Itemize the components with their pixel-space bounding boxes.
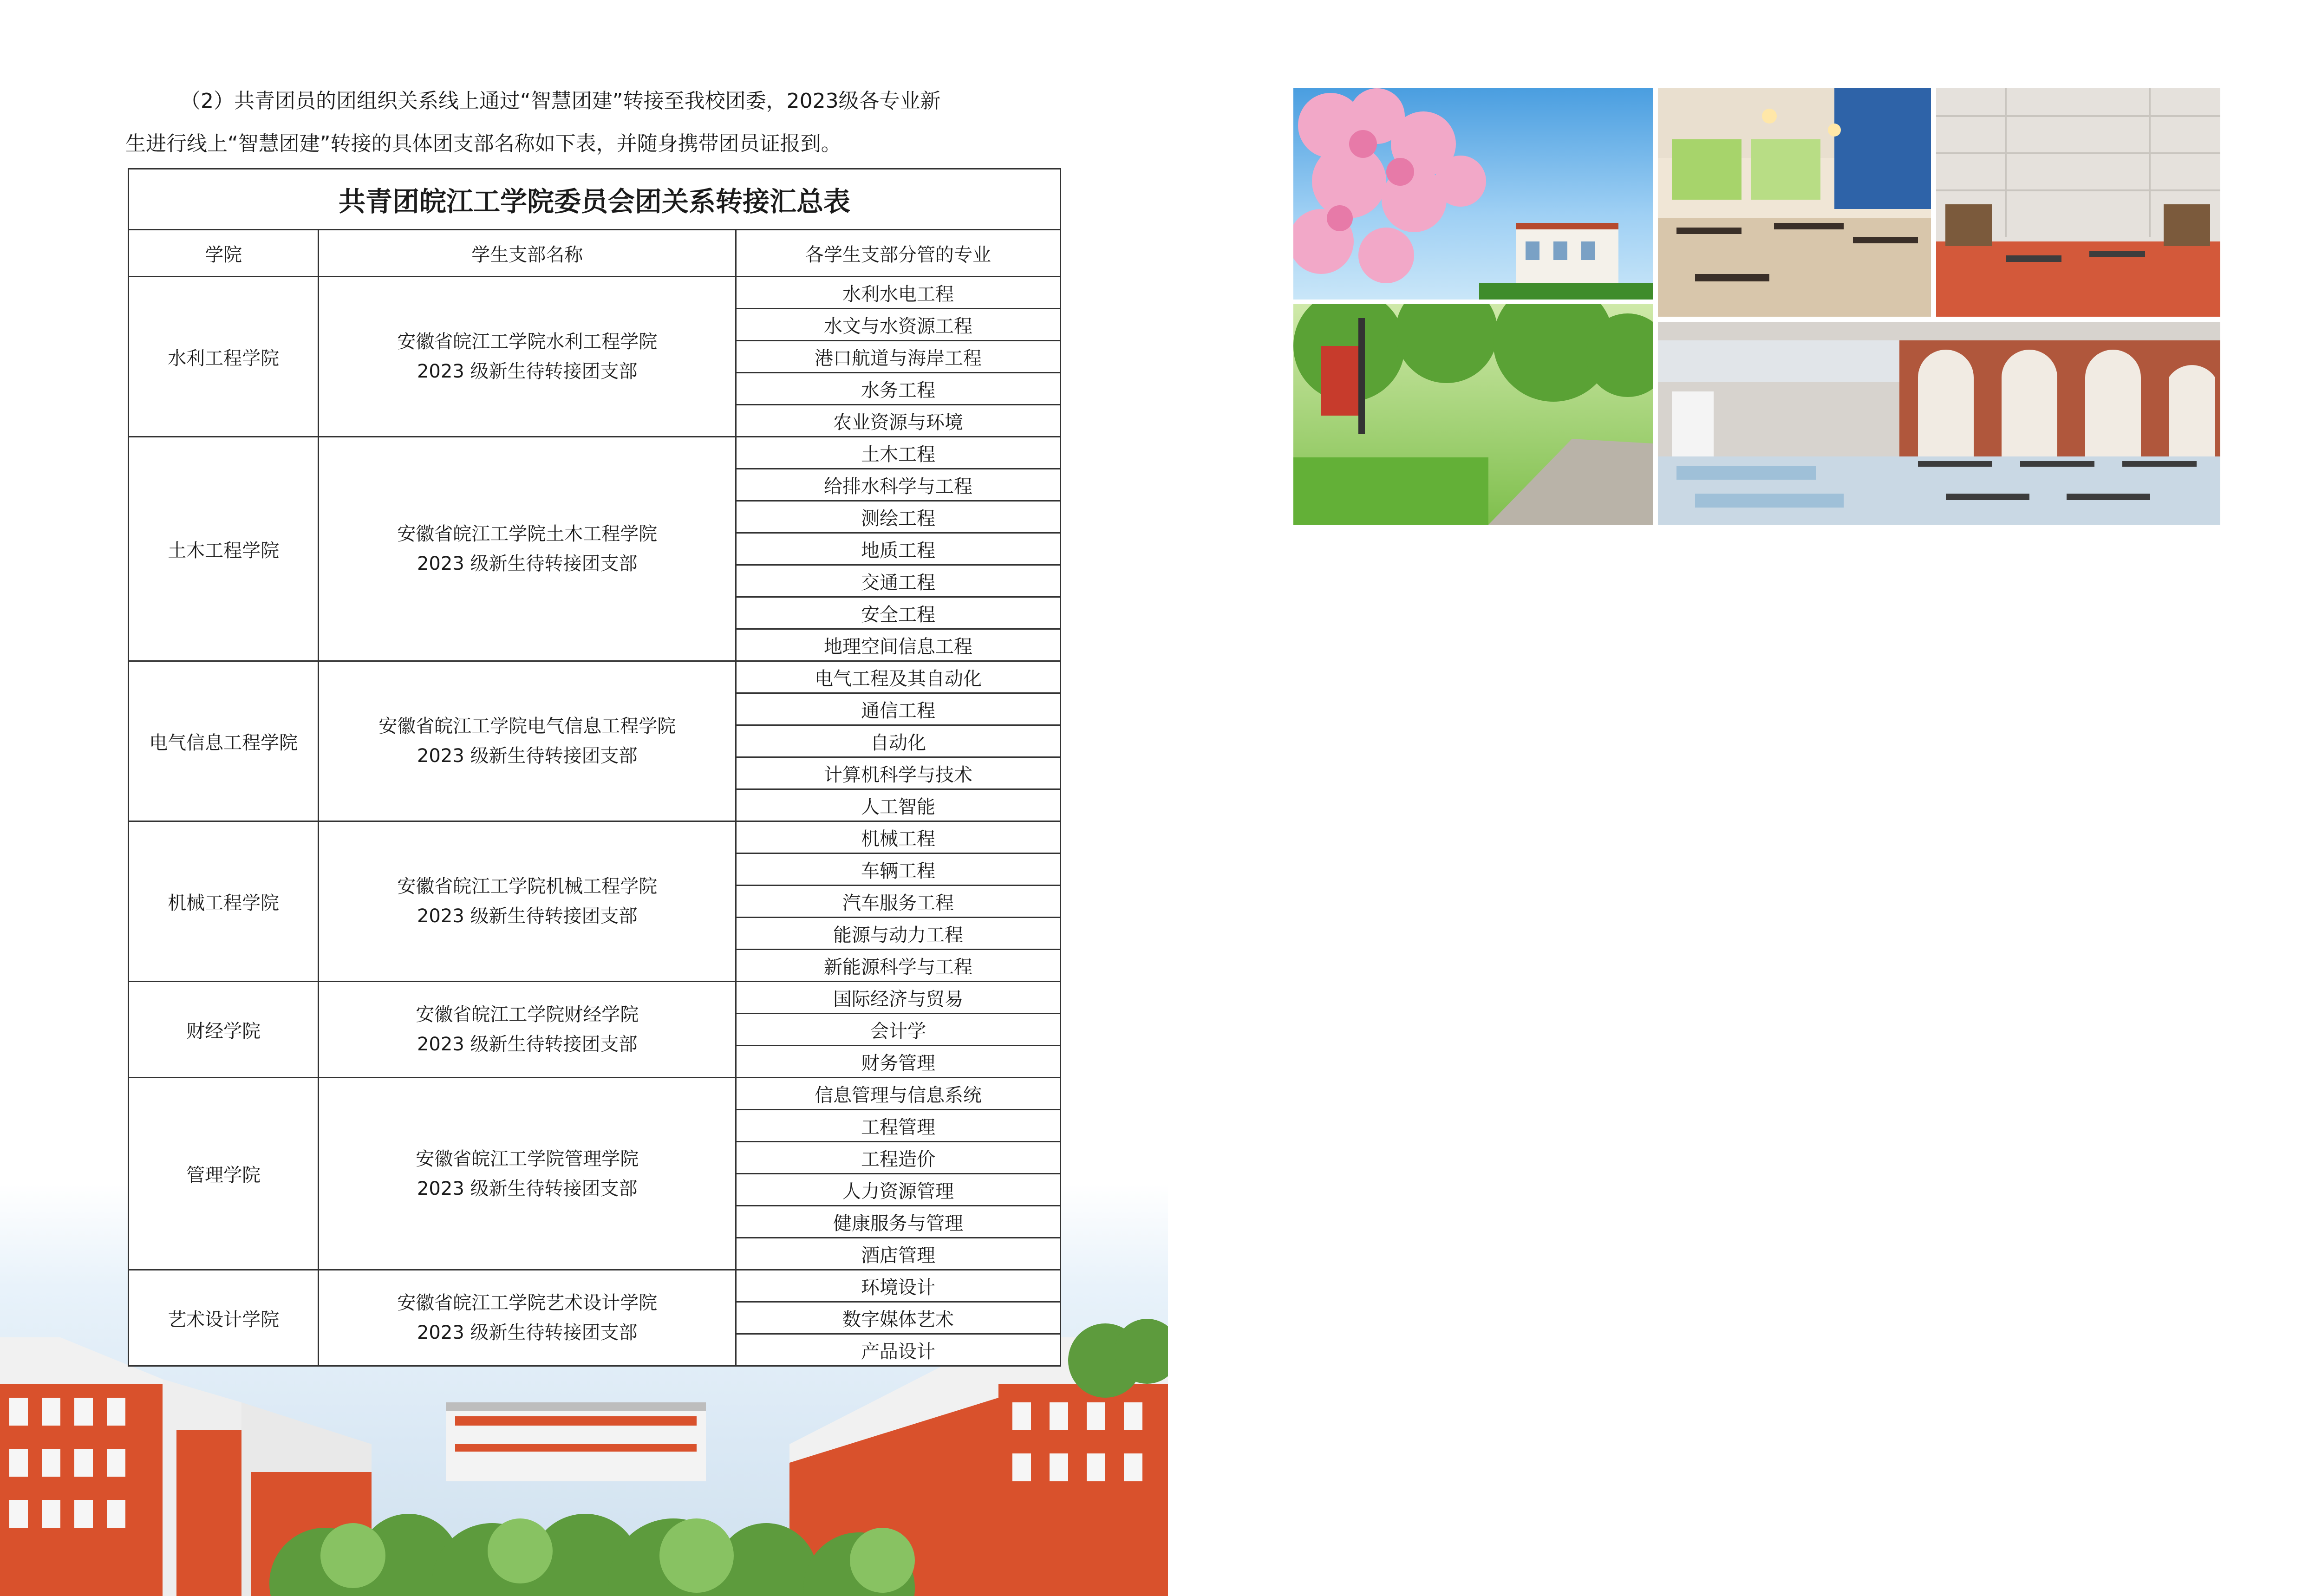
column-header-college: 学院	[129, 230, 319, 277]
branch-subtitle: 2023 级新生待转接团支部	[417, 905, 638, 927]
college-cell: 电气信息工程学院	[129, 661, 319, 821]
column-header-majors: 各学生支部分管的专业	[736, 230, 1061, 277]
intro-paragraph	[125, 80, 1073, 165]
campus-path-photo	[1293, 304, 1653, 525]
column-header-branch: 学生支部名称	[319, 230, 736, 277]
major-cell: 地质工程	[736, 533, 1061, 565]
major-cell: 计算机科学与技术	[736, 757, 1061, 789]
college-cell: 土木工程学院	[129, 437, 319, 661]
major-cell: 自动化	[736, 725, 1061, 757]
major-cell: 健康服务与管理	[736, 1206, 1061, 1238]
table-row	[129, 277, 1061, 309]
branch-cell	[319, 982, 736, 1078]
major-cell: 安全工程	[736, 597, 1061, 629]
major-cell: 酒店管理	[736, 1238, 1061, 1270]
major-cell: 交通工程	[736, 565, 1061, 597]
college-cell: 水利工程学院	[129, 277, 319, 437]
branch-subtitle: 2023 级新生待转接团支部	[417, 553, 638, 574]
branch-name: 安徽省皖江工学院电气信息工程学院	[378, 716, 676, 737]
major-cell: 人工智能	[736, 789, 1061, 821]
branch-cell	[319, 1270, 736, 1366]
branch-name: 安徽省皖江工学院水利工程学院	[397, 331, 658, 352]
major-cell: 通信工程	[736, 693, 1061, 725]
college-cell: 财经学院	[129, 982, 319, 1078]
major-cell: 水文与水资源工程	[736, 309, 1061, 341]
major-cell: 水利水电工程	[736, 277, 1061, 309]
league-transfer-table	[128, 168, 1061, 1367]
cherry-blossom-photo	[1293, 88, 1653, 300]
college-cell: 管理学院	[129, 1078, 319, 1270]
college-cell: 机械工程学院	[129, 821, 319, 982]
intro-line-2: 生进行线上“智慧团建”转接的具体团支部名称如下表，并随身携带团员证报到。	[125, 132, 841, 156]
major-cell: 电气工程及其自动化	[736, 661, 1061, 693]
branch-cell	[319, 277, 736, 437]
branch-name: 安徽省皖江工学院土木工程学院	[397, 523, 658, 545]
major-cell: 工程造价	[736, 1142, 1061, 1174]
major-cell: 数字媒体艺术	[736, 1302, 1061, 1334]
major-cell: 地理空间信息工程	[736, 629, 1061, 661]
branch-subtitle: 2023 级新生待转接团支部	[417, 745, 638, 767]
intro-line-1: （2）共青团员的团组织关系线上通过“智慧团建”转接至我校团委，2023级各专业新	[180, 89, 941, 113]
major-cell: 水务工程	[736, 373, 1061, 405]
library-atrium-photo	[1936, 88, 2220, 317]
major-cell: 会计学	[736, 1014, 1061, 1046]
branch-subtitle: 2023 级新生待转接团支部	[417, 1322, 638, 1343]
major-cell: 测绘工程	[736, 501, 1061, 533]
table-title: 共青团皖江工学院委员会团关系转接汇总表	[129, 169, 1061, 230]
major-cell: 国际经济与贸易	[736, 982, 1061, 1014]
table-row	[129, 982, 1061, 1014]
table-row	[129, 1078, 1061, 1110]
major-cell: 人力资源管理	[736, 1174, 1061, 1206]
major-cell: 机械工程	[736, 821, 1061, 853]
branch-name: 安徽省皖江工学院艺术设计学院	[397, 1292, 658, 1314]
major-cell: 给排水科学与工程	[736, 469, 1061, 501]
major-cell: 汽车服务工程	[736, 886, 1061, 918]
table-row	[129, 661, 1061, 693]
major-cell: 财务管理	[736, 1046, 1061, 1078]
major-cell: 新能源科学与工程	[736, 950, 1061, 982]
major-cell: 农业资源与环境	[736, 405, 1061, 437]
table-row	[129, 821, 1061, 853]
major-cell: 工程管理	[736, 1110, 1061, 1142]
branch-subtitle: 2023 级新生待转接团支部	[417, 1178, 638, 1199]
dining-hall-photo	[1658, 322, 2220, 525]
branch-name: 安徽省皖江工学院机械工程学院	[397, 876, 658, 897]
branch-name: 安徽省皖江工学院财经学院	[416, 1004, 639, 1025]
cafe-interior-photo	[1658, 88, 1931, 317]
branch-cell	[319, 437, 736, 661]
college-cell: 艺术设计学院	[129, 1270, 319, 1366]
major-cell: 车辆工程	[736, 853, 1061, 886]
major-cell: 港口航道与海岸工程	[736, 341, 1061, 373]
branch-name: 安徽省皖江工学院管理学院	[416, 1148, 639, 1170]
major-cell: 环境设计	[736, 1270, 1061, 1302]
major-cell: 能源与动力工程	[736, 918, 1061, 950]
major-cell: 信息管理与信息系统	[736, 1078, 1061, 1110]
branch-cell	[319, 661, 736, 821]
branch-subtitle: 2023 级新生待转接团支部	[417, 1034, 638, 1055]
table-row	[129, 437, 1061, 469]
right-page	[1168, 0, 2322, 1596]
major-cell: 产品设计	[736, 1334, 1061, 1366]
branch-cell	[319, 821, 736, 982]
major-cell: 土木工程	[736, 437, 1061, 469]
branch-cell	[319, 1078, 736, 1270]
branch-subtitle: 2023 级新生待转接团支部	[417, 361, 638, 382]
table-row	[129, 1270, 1061, 1302]
